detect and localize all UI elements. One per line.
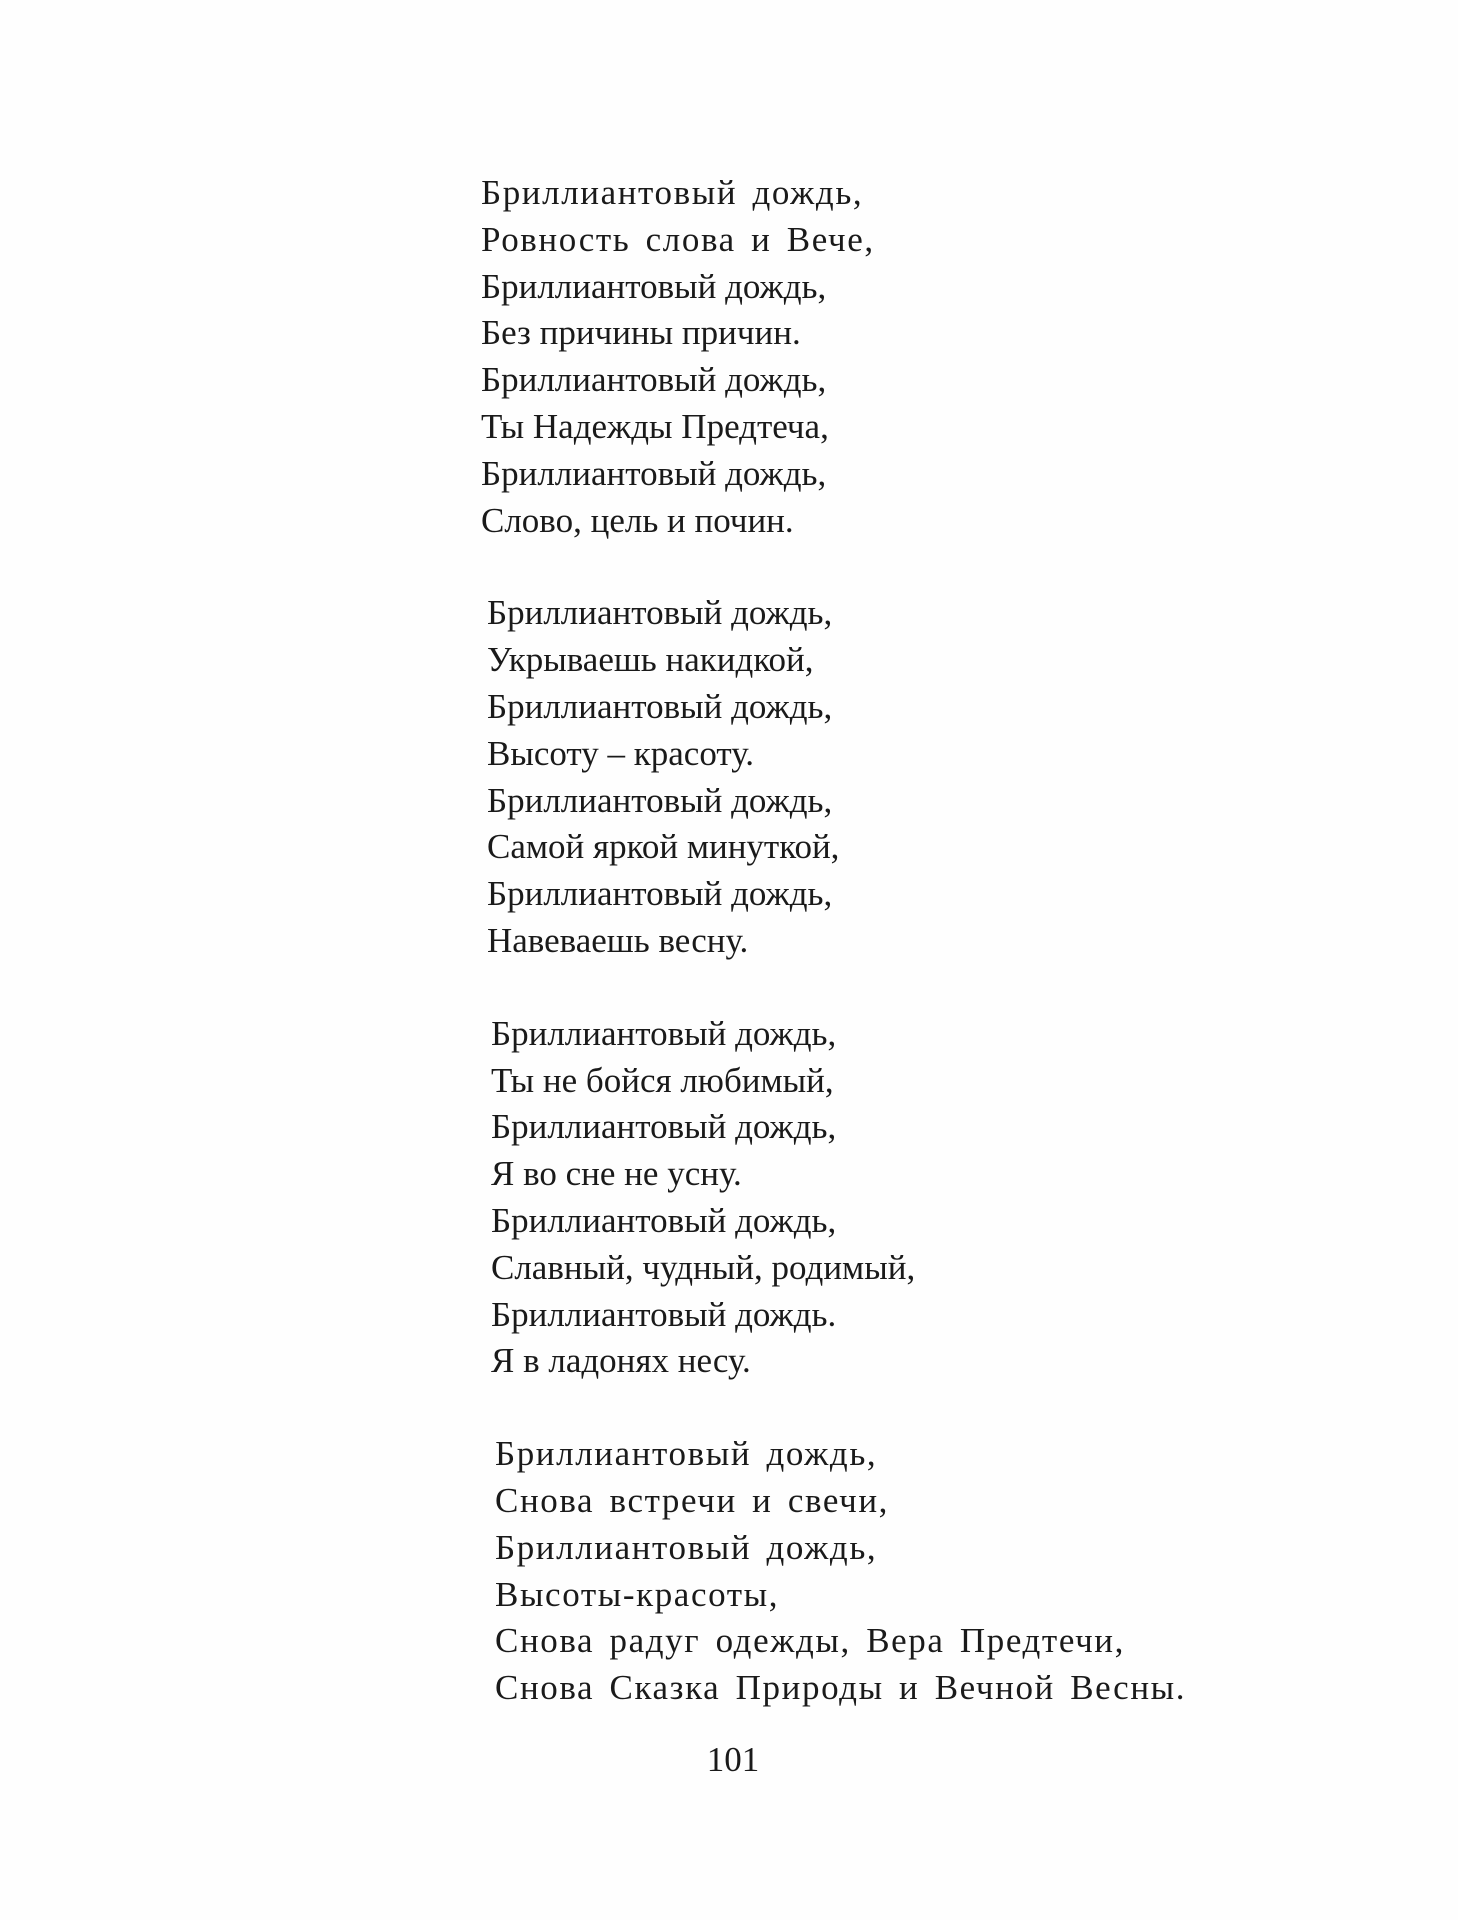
stanza-1 — [481, 170, 1381, 544]
poem-line: Снова встречи и свечи, — [495, 1480, 890, 1520]
poem-line: Высоту – красоту. — [487, 733, 754, 773]
poem-line: Укрываешь накидкой, — [487, 640, 814, 680]
poem-line: Бриллиантовый дождь, — [487, 686, 833, 726]
poem-line: Славный, чудный, родимый, — [491, 1247, 916, 1287]
poem-line: Ты Надежды Предтеча, — [481, 406, 829, 446]
poem-line: Бриллиантовый дождь, — [491, 1200, 837, 1240]
poem-line: Бриллиантовый дождь, — [495, 1527, 878, 1567]
poem-line: Бриллиантовый дождь, — [491, 1013, 837, 1053]
poem-line: Ровность слова и Вече, — [481, 219, 875, 259]
poem-line: Я в ладонях несу. — [491, 1341, 751, 1381]
poem-line: Бриллиантовый дождь, — [481, 360, 827, 400]
poem-line: Снова Сказка Природы и Вечной Весны. — [495, 1668, 1187, 1708]
poem-line: Без причины причин. — [481, 313, 801, 353]
poem-line: Самой яркой минуткой, — [487, 827, 840, 867]
stanza-4 — [481, 1431, 1381, 1712]
poem-line: Бриллиантовый дождь, — [487, 874, 833, 914]
poem-line: Бриллиантовый дождь, — [487, 780, 833, 820]
poem-line: Снова радуг одежды, Вера Предтечи, — [495, 1621, 1125, 1661]
poem-line: Бриллиантовый дождь, — [487, 593, 833, 633]
poem-line: Ты не бойся любимый, — [491, 1060, 834, 1100]
poem-line: Бриллиантовый дождь, — [491, 1107, 837, 1147]
page-number: 101 — [706, 1740, 760, 1779]
poem-line: Я во сне не усну. — [491, 1154, 742, 1194]
stanza-2 — [481, 590, 1381, 964]
poem — [481, 170, 1381, 1758]
stanza-3 — [481, 1011, 1381, 1385]
poem-line: Бриллиантовый дождь, — [495, 1434, 878, 1474]
poem-line: Бриллиантовый дождь, — [481, 453, 827, 493]
poem-line: Бриллиантовый дождь. — [491, 1294, 837, 1334]
poem-line: Высоты-красоты, — [495, 1574, 780, 1614]
poem-line: Навеваешь весну. — [487, 920, 749, 960]
poem-line: Бриллиантовый дождь, — [481, 173, 864, 212]
poem-line: Бриллиантовый дождь, — [481, 266, 827, 306]
poem-line: Слово, цель и почин. — [481, 500, 794, 540]
